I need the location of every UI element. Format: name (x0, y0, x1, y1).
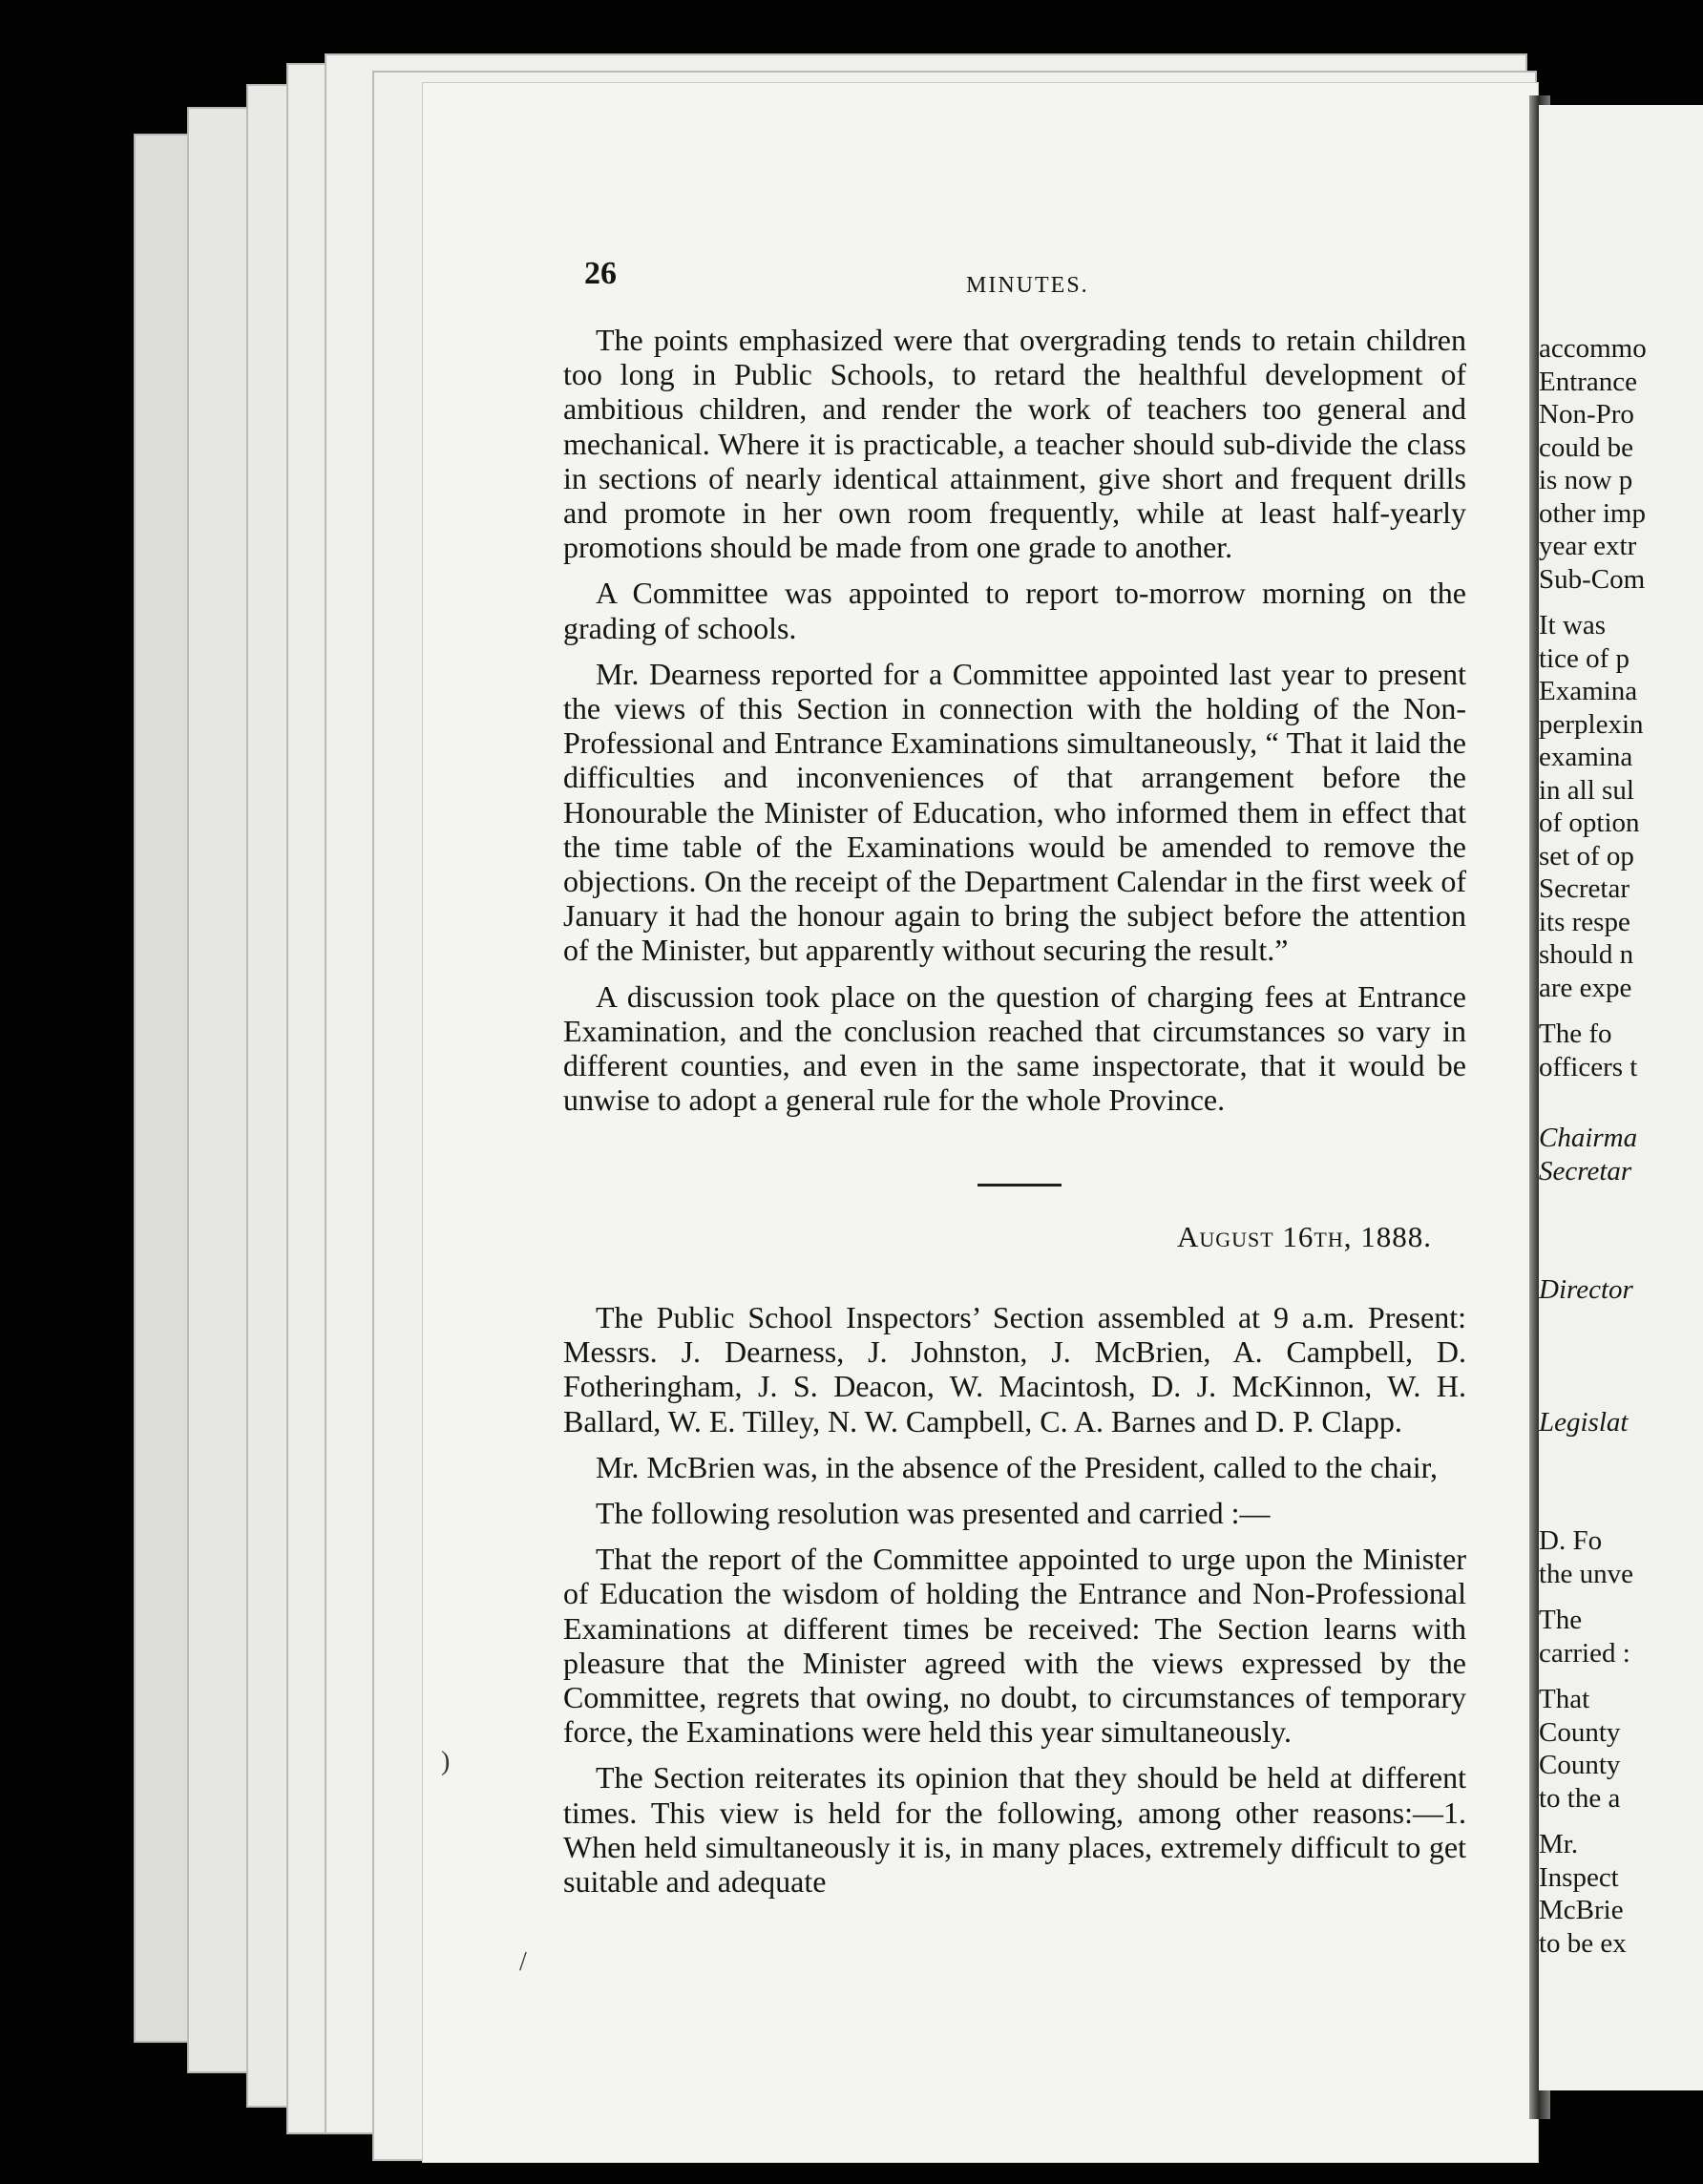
paragraph-reiteration: The Section reiterates its opinion that they should be held at different times. This view is held for the following, among other reasons:—1. When held simultaneously it is, in many places, extremely difficult to get suitable and adequate (563, 1760, 1466, 1900)
facing-line: set of op (1539, 840, 1634, 872)
facing-line: McBrie (1539, 1895, 1624, 1925)
facing-line: Inspect (1539, 1861, 1619, 1893)
facing-line: officers t (1539, 1051, 1638, 1082)
facing-line: County (1539, 1750, 1621, 1780)
text-section-one (563, 323, 1466, 1128)
facing-line: The fo (1539, 1018, 1612, 1049)
paragraph-dearness-report: Mr. Dearness reported for a Committee appointed last year to present the views of this Section in connection with the holding of the Non-Professional and Entrance Examinations simultaneously, “ That it laid the difficulties and inconveniences of that arrangement before the Honourable the Minister of Education, who informed them in effect that the time table of the Examinations would be amended to remove the objections. On the receipt of the Department Calendar in the first week of January it had the honour again to bring the subject before the attention of the Minister, but apparently without securing the result.” (563, 656, 1466, 968)
running-head: MINUTES. (966, 273, 1089, 298)
paragraph-chair: Mr. McBrien was, in the absence of the President, called to the chair, (596, 1449, 1438, 1484)
facing-line: accommo (1539, 333, 1647, 364)
facing-line: Director (1539, 1274, 1633, 1305)
paragraph-committee-appointed: A Committee was appointed to report to-morrow morning on the grading of schools. (563, 576, 1466, 645)
facing-line: Mr. (1539, 1829, 1579, 1859)
facing-line: its respe (1539, 906, 1630, 937)
facing-line: Sub-Com (1539, 563, 1646, 595)
facing-line: of option (1539, 808, 1640, 838)
facing-line: should n (1539, 939, 1634, 970)
paragraph-resolution: That the report of the Committee appointed to urge upon the Minister of Education the wisdom of holding the Entrance and Non-Professional Examinations at different times be received: The Section learns with pleasure that the Minister agreed with the views expressed by the Committee, regrets that owing, no doubt, to circumstances of temporary force, the Examinations were held this year simultaneously. (563, 1542, 1466, 1750)
facing-line: Chairma (1539, 1123, 1638, 1153)
facing-line: Secretar (1539, 873, 1629, 904)
facing-line: The (1539, 1605, 1583, 1635)
facing-line: Secretar (1539, 1155, 1632, 1186)
facing-line: are expe (1539, 972, 1632, 1003)
facing-line: in all sul (1539, 774, 1634, 806)
facing-line: Examina (1539, 676, 1638, 706)
facing-line: tice of p (1539, 642, 1630, 674)
facing-line: the unve (1539, 1558, 1634, 1589)
section-divider (978, 1184, 1062, 1186)
text-section-two (563, 1300, 1466, 1910)
facing-line: year extr (1539, 531, 1637, 561)
facing-line: examina (1539, 742, 1633, 772)
facing-line: D. Fo (1539, 1525, 1603, 1556)
facing-line: Legislat (1539, 1406, 1629, 1438)
facing-line: is now p (1539, 465, 1633, 495)
facing-page-text (1539, 332, 1701, 1960)
facing-line: Entrance (1539, 366, 1638, 397)
facing-line: Non-Pro (1539, 399, 1634, 430)
paragraph-grading-points: The points emphasized were that overgrading tends to retain children too long in Public Schools, to retard the healthful development of ambitious children, and render the work of teachers too general and mechanical. Where it is practicable, a teacher should sub-divide the class in sections of nearly identical attainment, give short and frequent drills and promote in her own room frequently, while at least half-yearly promotions should be made from one grade to another. (563, 323, 1466, 565)
margin-mark: / (519, 1947, 527, 1977)
facing-line: perplexin (1539, 708, 1644, 740)
facing-line: That (1539, 1684, 1590, 1714)
paragraph-resolution-intro: The following resolution was presented and carried :— (596, 1496, 1271, 1531)
facing-line: carried : (1539, 1637, 1630, 1669)
dateline: August 16th, 1888. (1176, 1220, 1432, 1253)
facing-line: County (1539, 1716, 1621, 1748)
facing-line: could be (1539, 431, 1634, 463)
margin-mark: ) (441, 1747, 451, 1776)
facing-line: other imp (1539, 497, 1646, 529)
facing-line: It was (1539, 610, 1607, 640)
paragraph-fees-discussion: A discussion took place on the question of charging fees at Entrance Examination, and the conclusion reached that circumstances so vary in different counties, and even in the same inspectorate, that it would be unwise to adopt a general rule for the whole Province. (563, 978, 1466, 1118)
facing-line: to the a (1539, 1782, 1621, 1814)
facing-page (1539, 105, 1703, 2090)
paragraph-assembly: The Public School Inspectors’ Section assembled at 9 a.m. Present: Messrs. J. Dearness, J. Johnston, J. McBrien, A. Campbell, D. Fotheringham, J. S. Deacon, W. Macintosh, D. J. McKinnon, W. H. Ballard, W. E. Tilley, N. W. Campbell, C. A. Barnes and D. P. Clapp. (563, 1300, 1466, 1438)
facing-line: to be ex (1539, 1927, 1627, 1959)
page-number: 26 (584, 256, 617, 291)
